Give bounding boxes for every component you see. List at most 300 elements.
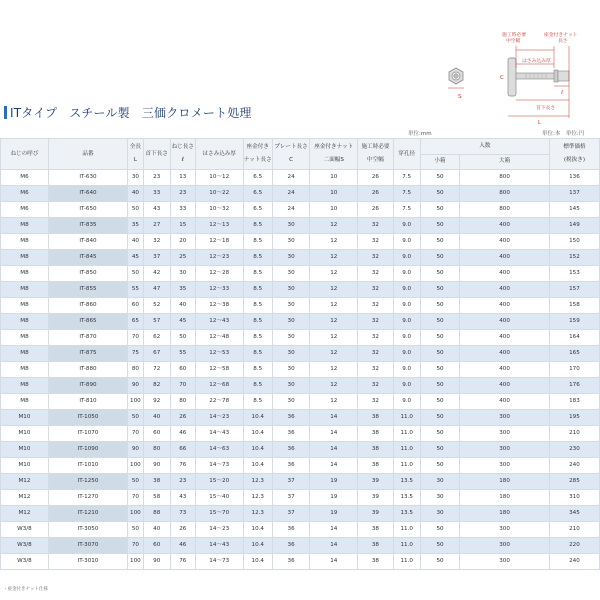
cell-clamp: 12〜23 <box>195 250 243 266</box>
cell-hollow-width: 38 <box>358 410 393 426</box>
cell-thread-length: 50 <box>170 330 195 346</box>
cell-thread-length: 66 <box>170 442 195 458</box>
cell-hole-diameter: 9.0 <box>393 250 420 266</box>
cell-thread: M8 <box>1 362 49 378</box>
cell-thread-length: 26 <box>170 410 195 426</box>
table-row <box>1 410 600 426</box>
cell-thread: W3/8 <box>1 554 49 570</box>
spec-table <box>0 138 600 570</box>
cell-nut-width: 19 <box>310 506 358 522</box>
cell-neck-length: 60 <box>143 538 170 554</box>
table-row <box>1 202 600 218</box>
cell-washer-nut-length: 8.5 <box>243 378 272 394</box>
diagram-label-l: L <box>538 120 541 126</box>
cell-clamp: 22〜78 <box>195 394 243 410</box>
bolt-diagram <box>430 28 600 128</box>
cell-washer-nut-length: 10.4 <box>243 538 272 554</box>
cell-plate-length: 30 <box>272 266 310 282</box>
cell-hole-diameter: 9.0 <box>393 362 420 378</box>
cell-total-length: 60 <box>128 298 144 314</box>
cell-total-length: 75 <box>128 346 144 362</box>
cell-hole-diameter: 9.0 <box>393 282 420 298</box>
table-row <box>1 346 600 362</box>
diagram-label-clamp: はさみ込み厚 <box>522 59 551 64</box>
cell-washer-nut-length: 8.5 <box>243 346 272 362</box>
cell-total-length: 70 <box>128 490 144 506</box>
cell-neck-length: 43 <box>143 202 170 218</box>
cell-price: 183 <box>549 394 599 410</box>
cell-washer-nut-length: 6.5 <box>243 170 272 186</box>
cell-code: IT-1090 <box>48 442 127 458</box>
cell-clamp: 14〜23 <box>195 410 243 426</box>
cell-plate-length: 36 <box>272 426 310 442</box>
cell-hole-diameter: 9.0 <box>393 378 420 394</box>
cell-code: IT-890 <box>48 378 127 394</box>
cell-thread: M8 <box>1 298 49 314</box>
cell-qty-large: 300 <box>460 538 550 554</box>
cell-hollow-width: 32 <box>358 314 393 330</box>
cell-code: IT-1250 <box>48 474 127 490</box>
cell-price: 150 <box>549 234 599 250</box>
cell-clamp: 12〜18 <box>195 234 243 250</box>
unit-label-mm: 単位:mm <box>408 131 432 137</box>
cell-thread-length: 46 <box>170 538 195 554</box>
cell-thread: M12 <box>1 474 49 490</box>
table-row <box>1 234 600 250</box>
cell-hollow-width: 39 <box>358 490 393 506</box>
cell-total-length: 70 <box>128 330 144 346</box>
spec-table-body <box>1 170 600 570</box>
cell-plate-length: 37 <box>272 474 310 490</box>
cell-clamp: 14〜73 <box>195 458 243 474</box>
table-row <box>1 378 600 394</box>
cell-nut-width: 12 <box>310 266 358 282</box>
cell-qty-small: 50 <box>420 202 460 218</box>
cell-neck-length: 57 <box>143 314 170 330</box>
table-row <box>1 218 600 234</box>
cell-hollow-width: 32 <box>358 266 393 282</box>
cell-washer-nut-length: 12.3 <box>243 474 272 490</box>
cell-washer-nut-length: 8.5 <box>243 266 272 282</box>
cell-hole-diameter: 7.5 <box>393 170 420 186</box>
col-nut-width: 座金付きナット 二面幅S <box>310 139 358 170</box>
col-total-length: 全長 L <box>128 139 144 170</box>
cell-total-length: 50 <box>128 474 144 490</box>
cell-neck-length: 67 <box>143 346 170 362</box>
cell-qty-small: 50 <box>420 426 460 442</box>
cell-code: IT-1010 <box>48 458 127 474</box>
cell-qty-large: 400 <box>460 266 550 282</box>
diagram-label-s: S <box>458 94 462 100</box>
cell-clamp: 12〜13 <box>195 218 243 234</box>
cell-thread: M8 <box>1 250 49 266</box>
cell-neck-length: 23 <box>143 170 170 186</box>
cell-clamp: 15〜40 <box>195 490 243 506</box>
cell-washer-nut-length: 6.5 <box>243 186 272 202</box>
cell-thread: M8 <box>1 282 49 298</box>
cell-neck-length: 72 <box>143 362 170 378</box>
cell-qty-large: 180 <box>460 506 550 522</box>
cell-nut-width: 14 <box>310 442 358 458</box>
cell-clamp: 12〜48 <box>195 330 243 346</box>
table-row <box>1 314 600 330</box>
cell-hole-diameter: 9.0 <box>393 314 420 330</box>
cell-plate-length: 24 <box>272 186 310 202</box>
diagram-label-hollow-2: 中空幅 <box>506 39 521 44</box>
cell-hole-diameter: 13.5 <box>393 490 420 506</box>
cell-hole-diameter: 11.0 <box>393 538 420 554</box>
cell-hole-diameter: 11.0 <box>393 522 420 538</box>
cell-hole-diameter: 9.0 <box>393 218 420 234</box>
cell-thread-length: 25 <box>170 250 195 266</box>
cell-total-length: 50 <box>128 410 144 426</box>
cell-hole-diameter: 7.5 <box>393 186 420 202</box>
cell-price: 345 <box>549 506 599 522</box>
cell-qty-small: 50 <box>420 170 460 186</box>
col-qty-small: 小箱 <box>420 154 460 170</box>
cell-qty-large: 300 <box>460 554 550 570</box>
cell-price: 210 <box>549 522 599 538</box>
cell-qty-large: 400 <box>460 234 550 250</box>
cell-qty-small: 50 <box>420 554 460 570</box>
cell-neck-length: 92 <box>143 394 170 410</box>
cell-clamp: 10〜22 <box>195 186 243 202</box>
cell-hole-diameter: 9.0 <box>393 330 420 346</box>
cell-total-length: 40 <box>128 234 144 250</box>
cell-clamp: 14〜43 <box>195 426 243 442</box>
col-thread-length: ねじ長さ ℓ <box>170 139 195 170</box>
cell-plate-length: 30 <box>272 314 310 330</box>
cell-neck-length: 33 <box>143 186 170 202</box>
col-plate-length: プレート長さ C <box>272 139 310 170</box>
cell-price: 152 <box>549 250 599 266</box>
cell-thread-length: 13 <box>170 170 195 186</box>
cell-qty-small: 50 <box>420 442 460 458</box>
cell-hollow-width: 38 <box>358 538 393 554</box>
cell-price: 310 <box>549 490 599 506</box>
cell-clamp: 14〜73 <box>195 554 243 570</box>
cell-thread-length: 80 <box>170 394 195 410</box>
cell-clamp: 12〜68 <box>195 378 243 394</box>
cell-clamp: 12〜33 <box>195 282 243 298</box>
cell-hollow-width: 38 <box>358 554 393 570</box>
cell-plate-length: 36 <box>272 442 310 458</box>
cell-code: IT-810 <box>48 394 127 410</box>
cell-price: 159 <box>549 314 599 330</box>
cell-hollow-width: 32 <box>358 346 393 362</box>
cell-qty-large: 400 <box>460 314 550 330</box>
col-code: 品番 <box>48 139 127 170</box>
cell-clamp: 14〜43 <box>195 538 243 554</box>
cell-total-length: 35 <box>128 218 144 234</box>
cell-thread-length: 76 <box>170 458 195 474</box>
cell-hollow-width: 38 <box>358 522 393 538</box>
cell-code: IT-835 <box>48 218 127 234</box>
cell-total-length: 45 <box>128 250 144 266</box>
cell-qty-small: 30 <box>420 506 460 522</box>
cell-washer-nut-length: 8.5 <box>243 394 272 410</box>
cell-qty-small: 30 <box>420 490 460 506</box>
cell-thread: M10 <box>1 426 49 442</box>
cell-total-length: 80 <box>128 362 144 378</box>
cell-hollow-width: 32 <box>358 378 393 394</box>
cell-thread: M6 <box>1 202 49 218</box>
cell-washer-nut-length: 8.5 <box>243 314 272 330</box>
cell-plate-length: 36 <box>272 538 310 554</box>
cell-neck-length: 40 <box>143 410 170 426</box>
cell-thread: M12 <box>1 506 49 522</box>
cell-clamp: 15〜70 <box>195 506 243 522</box>
cell-hole-diameter: 7.5 <box>393 202 420 218</box>
cell-thread-length: 33 <box>170 202 195 218</box>
plate <box>508 58 516 96</box>
cell-total-length: 50 <box>128 266 144 282</box>
cell-hollow-width: 38 <box>358 426 393 442</box>
cell-qty-large: 800 <box>460 202 550 218</box>
table-row <box>1 490 600 506</box>
cell-total-length: 40 <box>128 186 144 202</box>
table-row <box>1 426 600 442</box>
cell-washer-nut-length: 8.5 <box>243 218 272 234</box>
washer <box>554 70 558 82</box>
cell-qty-large: 400 <box>460 394 550 410</box>
cell-qty-large: 400 <box>460 250 550 266</box>
cell-hollow-width: 39 <box>358 474 393 490</box>
cell-total-length: 70 <box>128 538 144 554</box>
cell-thread-length: 15 <box>170 218 195 234</box>
col-qty: 入数 <box>420 139 549 155</box>
cell-neck-length: 27 <box>143 218 170 234</box>
cell-neck-length: 60 <box>143 426 170 442</box>
cell-code: IT-650 <box>48 202 127 218</box>
cell-qty-small: 50 <box>420 346 460 362</box>
cell-clamp: 15〜20 <box>195 474 243 490</box>
cell-code: IT-845 <box>48 250 127 266</box>
cell-neck-length: 32 <box>143 234 170 250</box>
cell-thread: M12 <box>1 490 49 506</box>
cell-total-length: 50 <box>128 522 144 538</box>
cell-price: 157 <box>549 282 599 298</box>
cell-nut-width: 12 <box>310 234 358 250</box>
cell-qty-large: 800 <box>460 186 550 202</box>
cell-clamp: 14〜63 <box>195 442 243 458</box>
cell-neck-length: 47 <box>143 282 170 298</box>
cell-hollow-width: 39 <box>358 506 393 522</box>
cell-qty-large: 400 <box>460 346 550 362</box>
cell-code: IT-3070 <box>48 538 127 554</box>
cell-hollow-width: 32 <box>358 250 393 266</box>
title-accent-bar <box>4 106 7 119</box>
cell-total-length: 30 <box>128 170 144 186</box>
cell-plate-length: 30 <box>272 346 310 362</box>
table-row <box>1 186 600 202</box>
title-type: ITタイプ <box>10 106 58 120</box>
cell-price: 164 <box>549 330 599 346</box>
cell-qty-small: 50 <box>420 394 460 410</box>
cell-qty-large: 300 <box>460 426 550 442</box>
cell-washer-nut-length: 8.5 <box>243 362 272 378</box>
cell-plate-length: 30 <box>272 234 310 250</box>
cell-price: 240 <box>549 554 599 570</box>
table-row <box>1 394 600 410</box>
cell-nut-width: 12 <box>310 298 358 314</box>
cell-plate-length: 30 <box>272 394 310 410</box>
cell-nut-width: 12 <box>310 362 358 378</box>
table-row <box>1 250 600 266</box>
cell-neck-length: 80 <box>143 442 170 458</box>
cell-neck-length: 82 <box>143 378 170 394</box>
cell-neck-length: 38 <box>143 474 170 490</box>
cell-thread: W3/8 <box>1 538 49 554</box>
cell-price: 195 <box>549 410 599 426</box>
cell-hole-diameter: 13.5 <box>393 506 420 522</box>
cell-code: IT-860 <box>48 298 127 314</box>
cell-total-length: 55 <box>128 282 144 298</box>
cell-price: 220 <box>549 538 599 554</box>
cell-nut-width: 10 <box>310 202 358 218</box>
cell-code: IT-3050 <box>48 522 127 538</box>
cell-qty-small: 30 <box>420 474 460 490</box>
cell-price: 165 <box>549 346 599 362</box>
cell-plate-length: 30 <box>272 330 310 346</box>
footnote: ・座金付きナット仕様 <box>3 587 48 592</box>
cell-nut-width: 14 <box>310 538 358 554</box>
cell-code: IT-840 <box>48 234 127 250</box>
cell-qty-small: 50 <box>420 378 460 394</box>
cell-price: 230 <box>549 442 599 458</box>
cell-thread: W3/8 <box>1 522 49 538</box>
cell-nut-width: 12 <box>310 378 358 394</box>
cell-nut-width: 14 <box>310 426 358 442</box>
cell-clamp: 12〜43 <box>195 314 243 330</box>
cell-code: IT-1270 <box>48 490 127 506</box>
cell-code: IT-875 <box>48 346 127 362</box>
cell-washer-nut-length: 10.4 <box>243 410 272 426</box>
cell-total-length: 65 <box>128 314 144 330</box>
cell-nut-width: 19 <box>310 474 358 490</box>
col-price: 標準価格 (税抜き) <box>549 139 599 170</box>
table-row <box>1 474 600 490</box>
cell-clamp: 12〜53 <box>195 346 243 362</box>
cell-nut-width: 12 <box>310 346 358 362</box>
cell-thread-length: 70 <box>170 378 195 394</box>
unit-label-qty-price: 単位:本 単位:円 <box>542 131 585 137</box>
cell-qty-small: 50 <box>420 410 460 426</box>
cell-thread-length: 43 <box>170 490 195 506</box>
diagram-label-nut-1: 座金付きナット <box>544 33 578 38</box>
cell-plate-length: 36 <box>272 554 310 570</box>
cell-price: 137 <box>549 186 599 202</box>
cell-qty-small: 50 <box>420 314 460 330</box>
cell-nut-width: 10 <box>310 170 358 186</box>
diagram-label-c: C <box>500 75 504 81</box>
cell-neck-length: 37 <box>143 250 170 266</box>
cell-qty-large: 400 <box>460 362 550 378</box>
table-row <box>1 170 600 186</box>
cell-washer-nut-length: 10.4 <box>243 458 272 474</box>
cell-hole-diameter: 11.0 <box>393 442 420 458</box>
cell-hollow-width: 38 <box>358 442 393 458</box>
cell-code: IT-630 <box>48 170 127 186</box>
cell-thread: M8 <box>1 218 49 234</box>
cell-code: IT-3010 <box>48 554 127 570</box>
table-row <box>1 538 600 554</box>
cell-clamp: 12〜38 <box>195 298 243 314</box>
cell-clamp: 10〜32 <box>195 202 243 218</box>
cell-qty-small: 50 <box>420 330 460 346</box>
col-hollow-width: 施工時必要 中空幅 <box>358 139 393 170</box>
cell-washer-nut-length: 8.5 <box>243 330 272 346</box>
cell-washer-nut-length: 8.5 <box>243 234 272 250</box>
cell-clamp: 12〜58 <box>195 362 243 378</box>
cell-washer-nut-length: 6.5 <box>243 202 272 218</box>
cell-neck-length: 62 <box>143 330 170 346</box>
table-row <box>1 330 600 346</box>
cell-thread-length: 76 <box>170 554 195 570</box>
table-row <box>1 522 600 538</box>
cell-plate-length: 24 <box>272 170 310 186</box>
col-thread: ねじの呼び <box>1 139 49 170</box>
cell-thread-length: 73 <box>170 506 195 522</box>
cell-hole-diameter: 11.0 <box>393 458 420 474</box>
cell-thread: M10 <box>1 410 49 426</box>
cell-plate-length: 37 <box>272 506 310 522</box>
cell-hollow-width: 38 <box>358 458 393 474</box>
cell-plate-length: 36 <box>272 458 310 474</box>
cell-plate-length: 30 <box>272 298 310 314</box>
cell-nut-width: 14 <box>310 458 358 474</box>
cell-total-length: 50 <box>128 202 144 218</box>
cell-qty-small: 50 <box>420 266 460 282</box>
cell-hole-diameter: 11.0 <box>393 554 420 570</box>
cell-thread: M8 <box>1 346 49 362</box>
cell-thread-length: 35 <box>170 282 195 298</box>
cell-thread: M6 <box>1 186 49 202</box>
cell-qty-large: 300 <box>460 522 550 538</box>
cell-neck-length: 88 <box>143 506 170 522</box>
cell-thread-length: 45 <box>170 314 195 330</box>
cell-nut-width: 12 <box>310 282 358 298</box>
cell-thread: M10 <box>1 442 49 458</box>
cell-plate-length: 30 <box>272 250 310 266</box>
table-row <box>1 362 600 378</box>
cell-hollow-width: 32 <box>358 298 393 314</box>
cell-thread-length: 60 <box>170 362 195 378</box>
cell-qty-small: 50 <box>420 362 460 378</box>
cell-qty-large: 400 <box>460 378 550 394</box>
table-row <box>1 298 600 314</box>
cell-thread: M8 <box>1 330 49 346</box>
table-row <box>1 282 600 298</box>
cell-qty-small: 50 <box>420 298 460 314</box>
cell-hole-diameter: 11.0 <box>393 410 420 426</box>
cell-qty-small: 50 <box>420 282 460 298</box>
cell-hollow-width: 32 <box>358 362 393 378</box>
table-row <box>1 458 600 474</box>
cell-qty-small: 50 <box>420 458 460 474</box>
table-row <box>1 266 600 282</box>
cell-neck-length: 40 <box>143 522 170 538</box>
cell-code: IT-855 <box>48 282 127 298</box>
cell-thread-length: 23 <box>170 474 195 490</box>
cell-qty-large: 300 <box>460 442 550 458</box>
cell-total-length: 90 <box>128 442 144 458</box>
cell-price: 149 <box>549 218 599 234</box>
cell-qty-large: 180 <box>460 490 550 506</box>
cell-hollow-width: 32 <box>358 394 393 410</box>
cell-qty-small: 50 <box>420 250 460 266</box>
cell-total-length: 100 <box>128 458 144 474</box>
